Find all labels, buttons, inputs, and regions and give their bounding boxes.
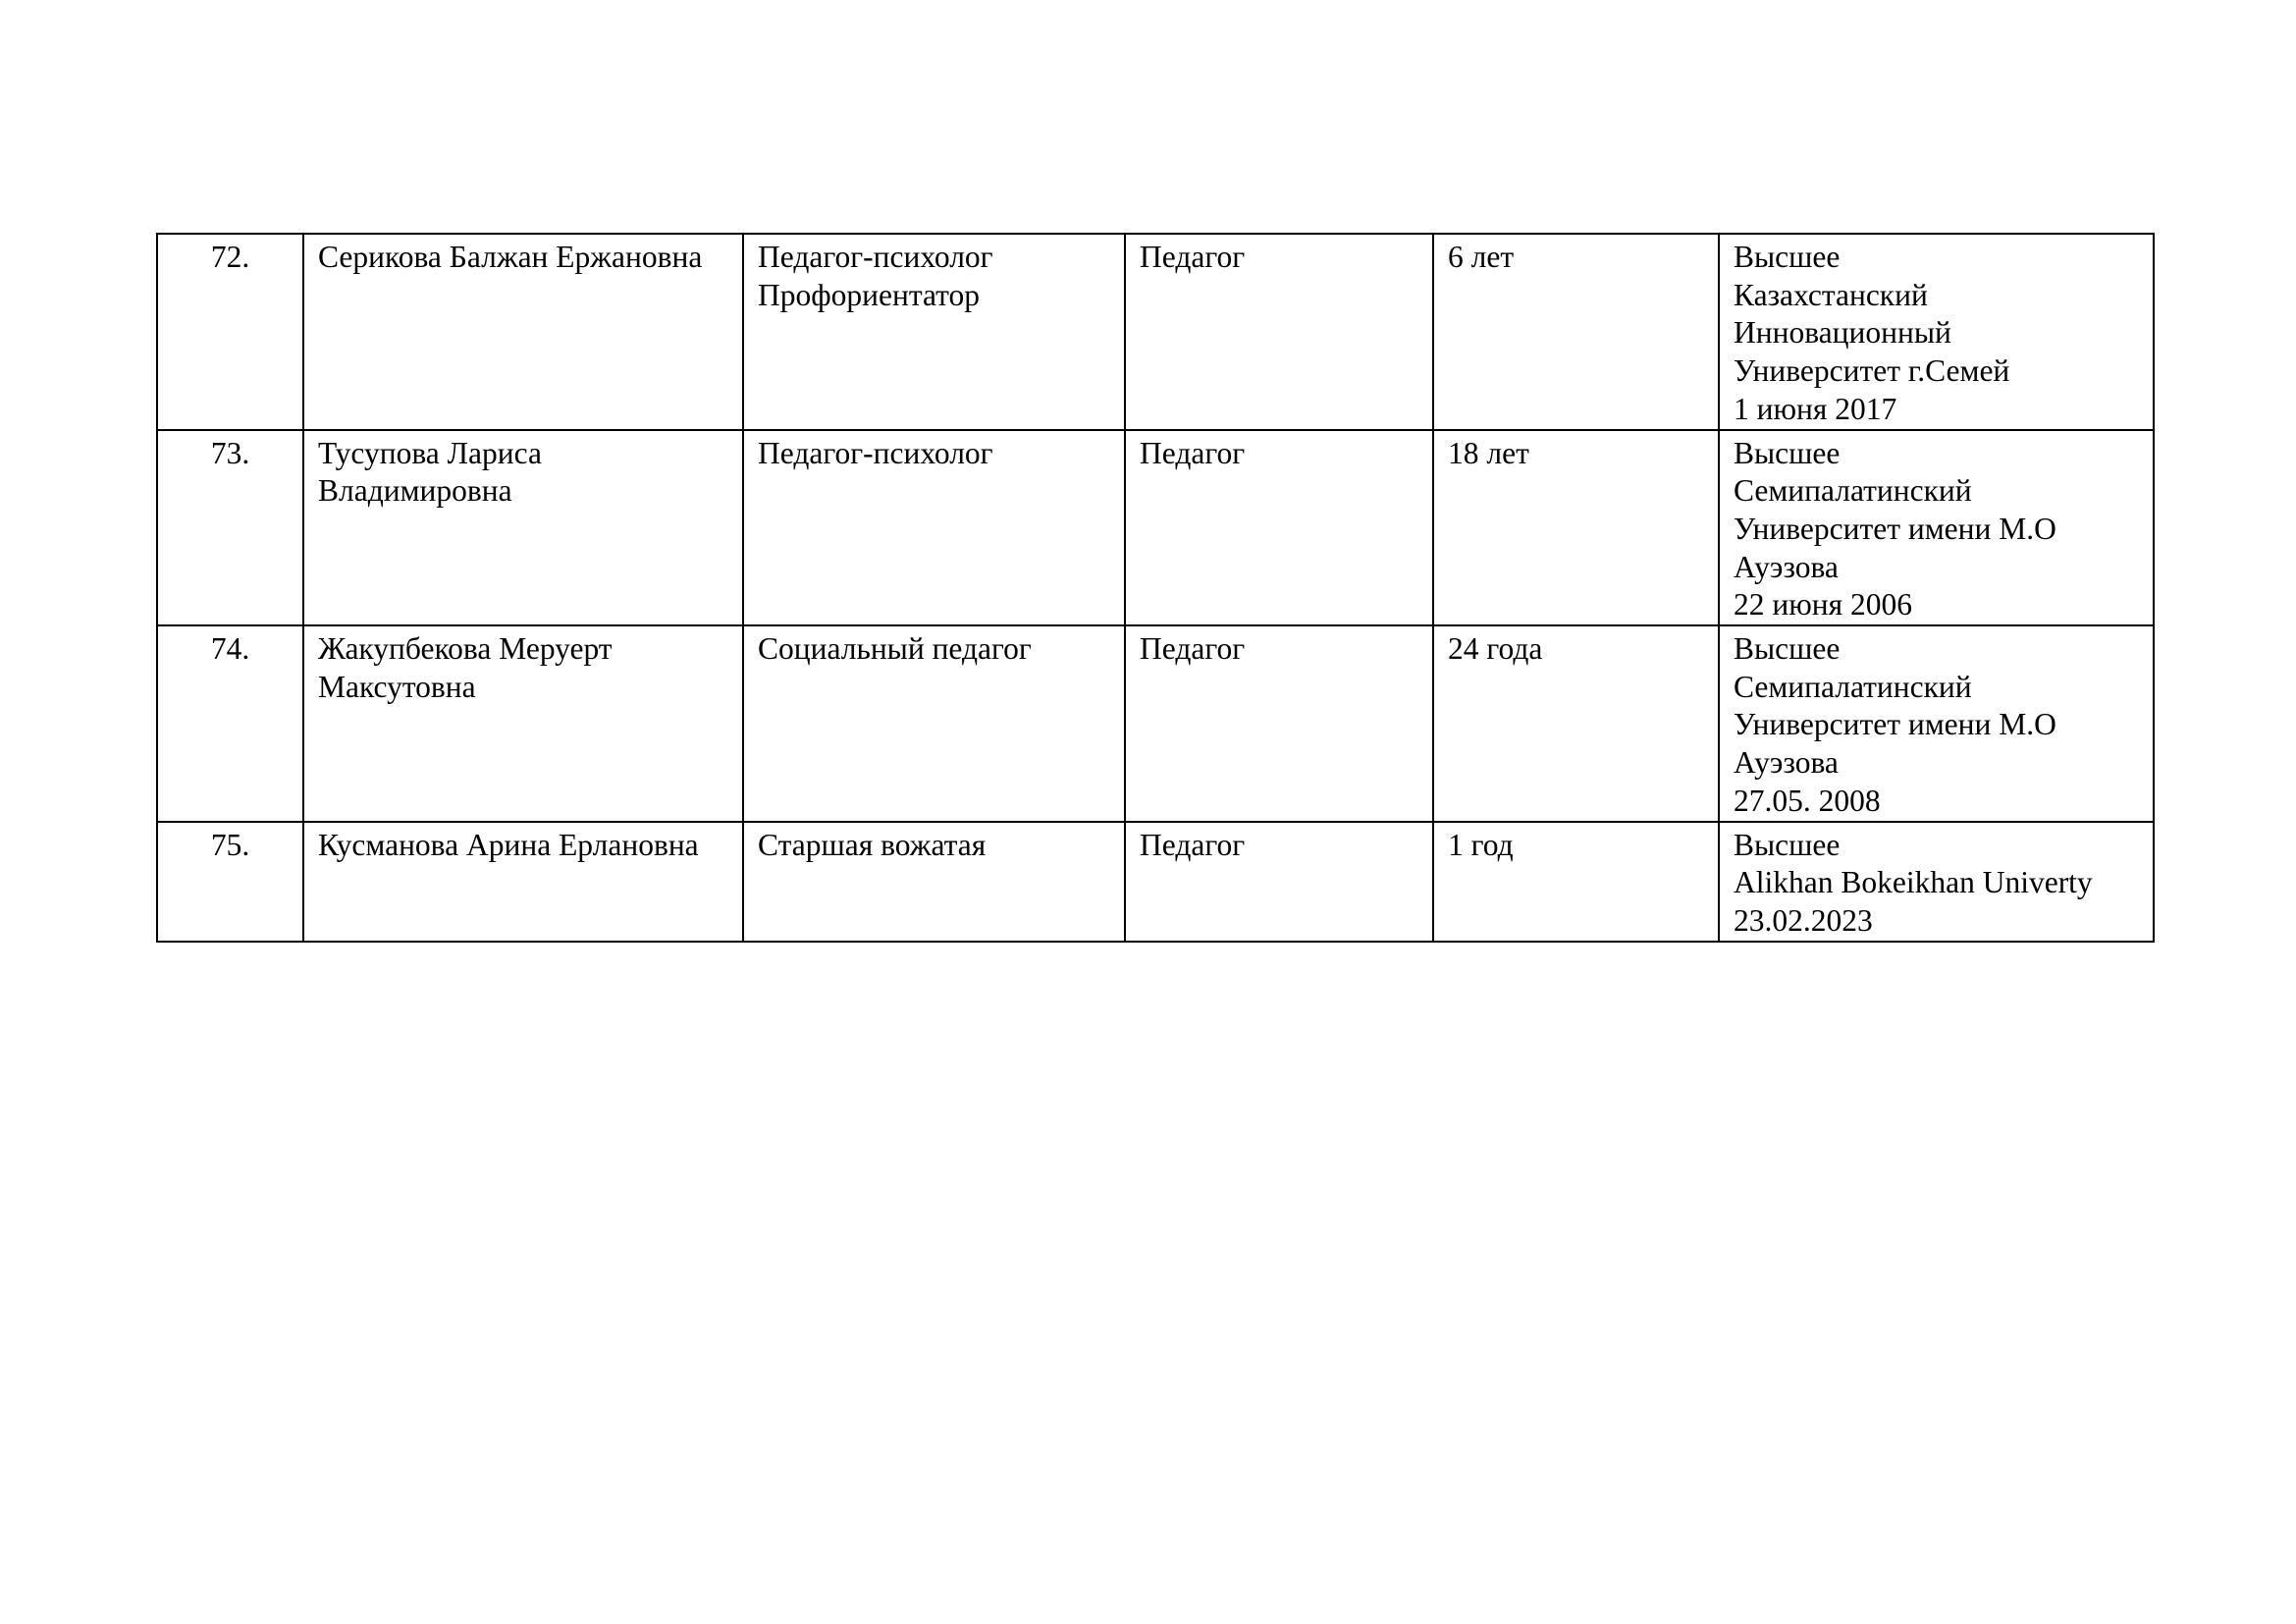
position-line: Педагог-психолог <box>758 435 993 470</box>
education-line: Ауэзова <box>1734 745 1839 781</box>
education-line: Высшее <box>1734 435 1841 470</box>
table-row <box>157 430 2154 626</box>
education-cell <box>1719 822 2154 942</box>
education-line: 27.05. 2008 <box>1734 783 1881 818</box>
table-row <box>157 822 2154 942</box>
staff-table <box>156 233 2155 943</box>
name-cell: Тусупова Лариса Владимировна <box>303 430 743 626</box>
education-line: Университет г.Семей <box>1734 353 2010 389</box>
education-cell <box>1719 625 2154 822</box>
name-cell: Кусманова Арина Ерлановна <box>303 822 743 942</box>
education-line: Университет имени М.О <box>1734 707 2056 742</box>
education-line: 23.02.2023 <box>1734 902 1873 938</box>
education-line: Высшее <box>1734 827 1841 862</box>
position-line: Педагог-психолог <box>758 240 993 274</box>
table-row <box>157 625 2154 822</box>
education-line: Казахстанский <box>1734 277 1928 312</box>
experience-cell: 24 года <box>1433 625 1719 822</box>
experience-cell: 6 лет <box>1433 234 1719 430</box>
education-line: Семипалатинский <box>1734 669 1972 704</box>
category-cell: Педагог <box>1125 625 1433 822</box>
education-line: Семипалатинский <box>1734 473 1972 509</box>
position-cell <box>743 430 1125 626</box>
position-cell <box>743 822 1125 942</box>
education-cell <box>1719 430 2154 626</box>
category-cell: Педагог <box>1125 234 1433 430</box>
education-line: Высшее <box>1734 631 1841 667</box>
position-line: Социальный педагог <box>758 631 1032 667</box>
education-line: Университет имени М.О <box>1734 511 2056 546</box>
experience-cell: 18 лет <box>1433 430 1719 626</box>
education-line: Инновационный <box>1734 315 1951 351</box>
row-number-cell: 73. <box>157 430 303 626</box>
row-number-cell: 72. <box>157 234 303 430</box>
name-cell: Жакупбекова Меруерт Максутовна <box>303 625 743 822</box>
row-number-cell: 74. <box>157 625 303 822</box>
experience-cell: 1 год <box>1433 822 1719 942</box>
table-row <box>157 234 2154 430</box>
position-line: Профориентатор <box>758 277 981 312</box>
category-cell: Педагог <box>1125 822 1433 942</box>
name-cell: Серикова Балжан Ержановна <box>303 234 743 430</box>
category-cell: Педагог <box>1125 430 1433 626</box>
position-line: Старшая вожатая <box>758 827 987 862</box>
education-line: Высшее <box>1734 240 1841 274</box>
education-cell <box>1719 234 2154 430</box>
position-cell <box>743 234 1125 430</box>
education-line: 1 июня 2017 <box>1734 391 1897 426</box>
education-line: Ауэзова <box>1734 549 1839 584</box>
row-number-cell: 75. <box>157 822 303 942</box>
position-cell <box>743 625 1125 822</box>
education-line: Alikhan Bokeikhan Univerty <box>1734 865 2093 900</box>
education-line: 22 июня 2006 <box>1734 587 1912 623</box>
